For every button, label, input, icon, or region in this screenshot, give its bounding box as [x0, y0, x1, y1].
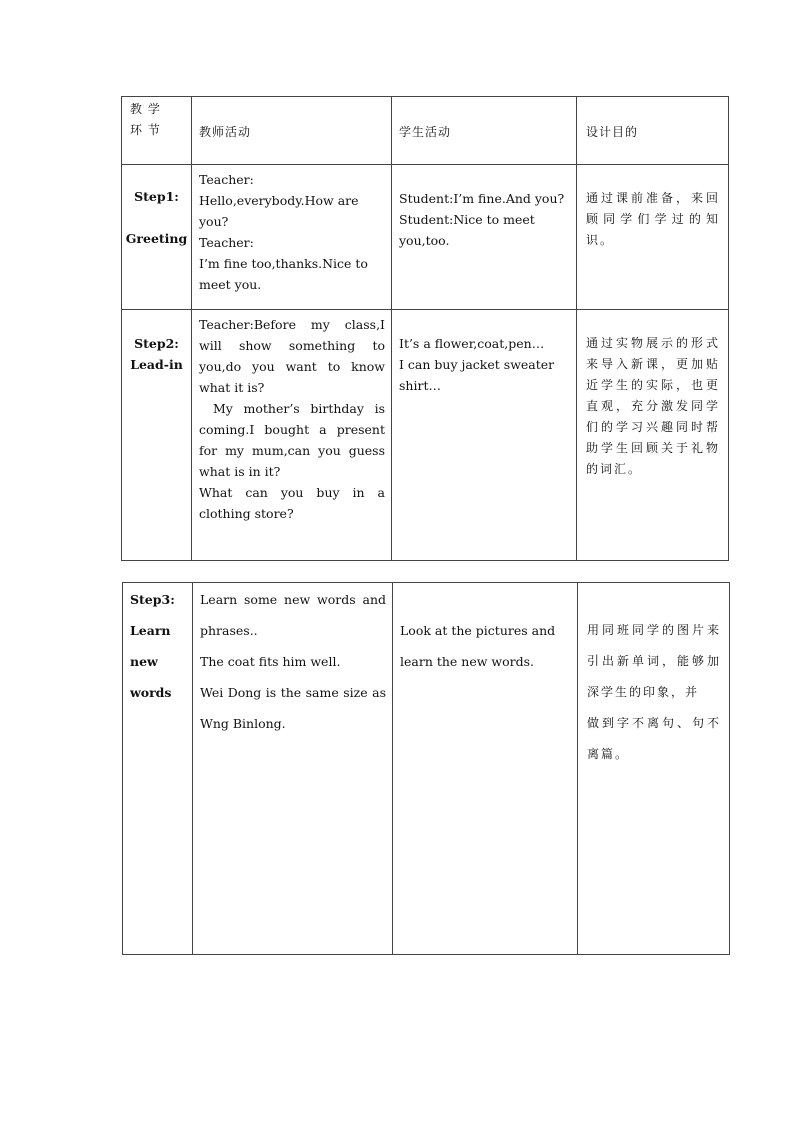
header-phase [122, 97, 192, 165]
teacher-activity-cell [192, 165, 392, 310]
design-purpose-cell [577, 310, 729, 561]
design-purpose-text: 用同班同学的图片来引出新单词，能够加深学生的印象，并 [587, 623, 721, 699]
step-cell [122, 310, 192, 561]
teacher-line: I’m fine too,thanks.Nice to meet you. [199, 256, 368, 292]
header-purpose [577, 97, 729, 165]
table-row [122, 310, 729, 561]
design-purpose-cell [577, 165, 729, 310]
step-label: Step3: [130, 592, 175, 607]
teacher-line: Teacher:Before my class,I will show something to you,do you want to know what it is? [199, 317, 385, 395]
header-teacher-label: 教师活动 [199, 125, 252, 139]
teacher-line: Teacher: [199, 172, 254, 187]
step-title: Greeting [125, 231, 188, 246]
header-teacher [192, 97, 392, 165]
step-title: Learn [130, 623, 171, 638]
student-line: It’s a flower,coat,pen… [399, 336, 545, 351]
step-label: Step1: [134, 189, 179, 204]
student-activity-cell [393, 583, 578, 955]
step-title: Lead-in [130, 357, 183, 372]
step-label: Step2: [134, 336, 179, 351]
design-purpose-text: 通过课前准备，来回顾同学们学过的知识。 [586, 191, 720, 247]
student-line: Student:Nice to meet you,too. [399, 212, 535, 248]
teacher-line: The coat fits him well. [200, 654, 341, 669]
design-purpose-cell [578, 583, 730, 955]
table-row [123, 583, 730, 955]
header-student-label: 学生活动 [399, 125, 452, 139]
teacher-line: Wei Dong is the same size as Wng Binlong. [200, 685, 386, 731]
teacher-activity-cell [192, 310, 392, 561]
header-row [122, 97, 729, 165]
header-purpose-label: 设计目的 [586, 125, 639, 139]
student-activity-cell [392, 310, 577, 561]
step-title: words [130, 685, 172, 700]
lesson-plan-table-2 [122, 582, 730, 955]
teacher-line: What can you buy in a clothing store? [199, 485, 385, 521]
table-row [122, 165, 729, 310]
lesson-plan-table-1 [121, 96, 729, 561]
student-line: Student:I’m fine.And you? [399, 191, 565, 206]
step-cell [122, 165, 192, 310]
design-purpose-text: 做到字不离句、句不离篇。 [587, 716, 721, 761]
header-student [392, 97, 577, 165]
step-cell [123, 583, 193, 955]
step-title: new [130, 654, 158, 669]
header-phase-line2: 环 节 [130, 123, 161, 137]
student-line: Look at the pictures and learn the new words. [400, 623, 556, 669]
teacher-line: Learn some new words and phrases.. [200, 592, 386, 638]
teacher-line: Teacher: [199, 235, 254, 250]
student-activity-cell [392, 165, 577, 310]
design-purpose-text: 通过实物展示的形式来导入新课，更加贴近学生的实际，也更直观，充分激发同学们的学习兴趣同时帮助学生回顾关于礼物的词汇。 [586, 336, 720, 476]
teacher-activity-cell [193, 583, 393, 955]
header-phase-line1: 教 学 [130, 102, 161, 116]
student-line: I can buy jacket sweater shirt… [399, 357, 555, 393]
teacher-line: My mother’s birthday is coming.I bought a present for my mum,can you guess what is in it? [199, 401, 385, 479]
teacher-line: Hello,everybody.How are you? [199, 193, 359, 229]
